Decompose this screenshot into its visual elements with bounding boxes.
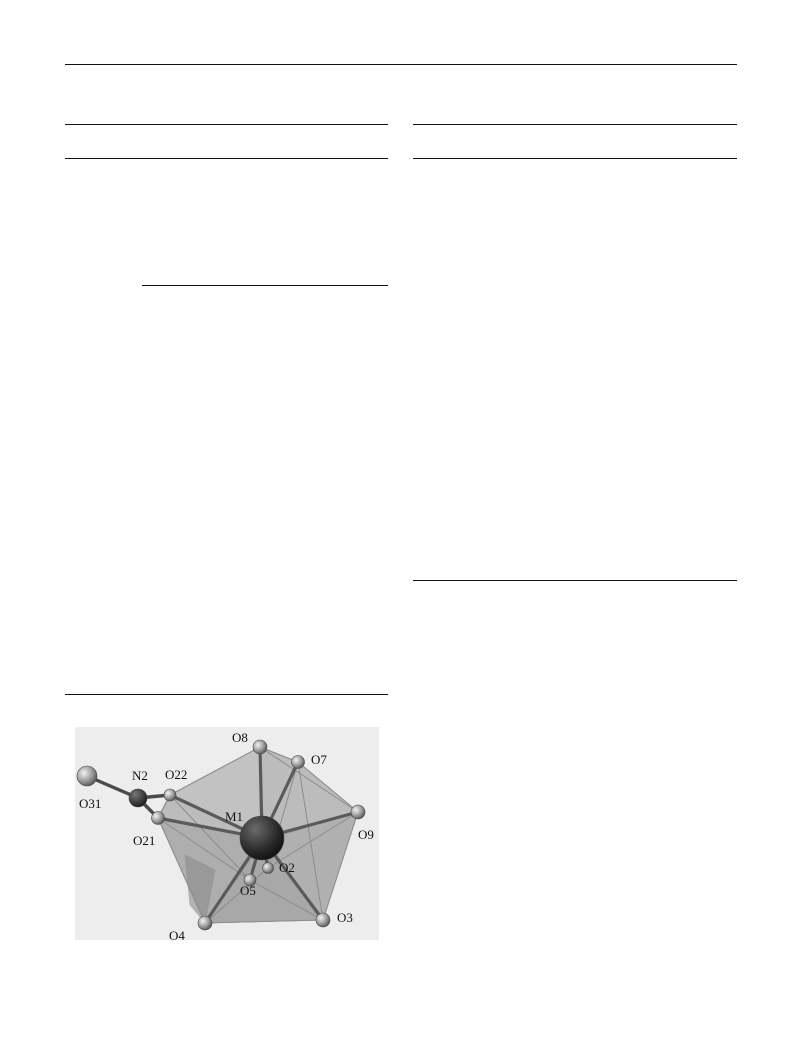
atom-o4 <box>198 916 212 930</box>
right-table-header-rule <box>413 158 737 159</box>
atom-o31 <box>77 766 97 786</box>
coordination-polyhedron-figure <box>75 727 379 940</box>
label-o2: O2 <box>279 860 295 875</box>
atom-o2 <box>263 863 274 874</box>
label-o31: O31 <box>79 796 102 811</box>
label-o7: O7 <box>311 752 327 767</box>
label-n2: N2 <box>132 768 148 783</box>
atom-o21 <box>152 812 165 825</box>
atom-o3 <box>316 913 330 927</box>
coordination-polyhedron-drawing <box>75 727 379 940</box>
atom-m1 <box>240 816 284 860</box>
label-m1: M1 <box>225 809 244 824</box>
label-o21: O21 <box>133 833 156 848</box>
right-table-top-rule <box>413 124 737 125</box>
atom-o8 <box>253 740 267 754</box>
label-o3: O3 <box>337 910 353 925</box>
atom-n2 <box>129 789 147 807</box>
atom-o22 <box>164 789 176 801</box>
left-table-bottom-rule <box>65 694 388 695</box>
right-table-bottom-rule <box>413 580 737 581</box>
atom-o7 <box>292 756 305 769</box>
left-table-subheader-rule <box>142 285 388 286</box>
label-o9: O9 <box>358 827 374 842</box>
left-table-top-rule <box>65 124 388 125</box>
label-o8: O8 <box>232 730 248 745</box>
label-o5: O5 <box>240 883 256 898</box>
left-table-header-rule <box>65 158 388 159</box>
label-o4: O4 <box>169 928 185 940</box>
label-o22: O22 <box>165 767 188 782</box>
atom-o9 <box>351 805 365 819</box>
header-rule <box>65 64 737 65</box>
